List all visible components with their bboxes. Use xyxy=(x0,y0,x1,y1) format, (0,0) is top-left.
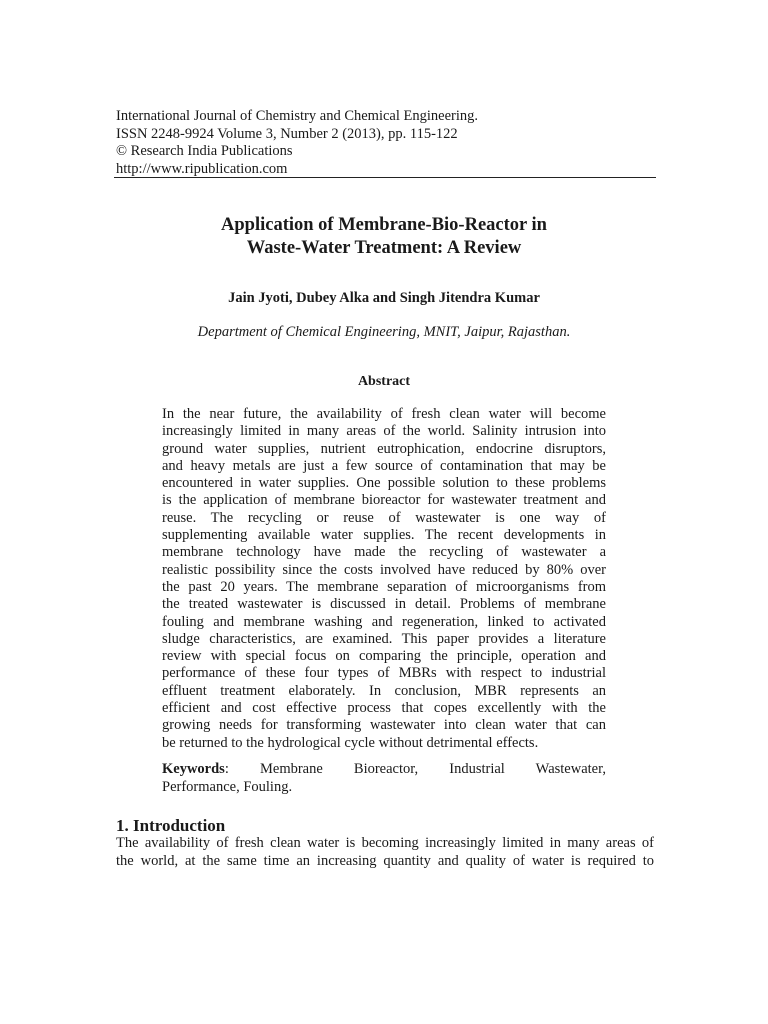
journal-header xyxy=(116,108,656,178)
keywords-block xyxy=(162,760,606,796)
abstract-line: realistic possibility since the costs involved have reduced by 80% over xyxy=(162,561,606,578)
abstract-line: supplementing available water supplies. The recent developments in xyxy=(162,527,606,544)
abstract-line: increasingly limited in many areas of the world. Salinity intrusion into xyxy=(162,423,606,440)
abstract-line: fouling and membrane washing and regeneration, linked to activated xyxy=(162,613,606,630)
publisher-line: © Research India Publications xyxy=(116,143,293,159)
abstract-line: encountered in water supplies. One possible solution to these problems xyxy=(162,475,606,492)
abstract-line: membrane technology have made the recycling of wastewater a xyxy=(162,544,606,561)
keywords-line-1 xyxy=(162,760,606,778)
introduction-body xyxy=(116,834,654,870)
title-line-1: Application of Membrane-Bio-Reactor in xyxy=(221,215,547,235)
abstract-line: sludge characteristics, are examined. This paper provides a literature xyxy=(162,630,606,647)
keywords-label: Keywords xyxy=(162,761,225,777)
journal-url: http://www.ripublication.com xyxy=(116,160,288,177)
abstract-line: is the application of membrane bioreactor for wastewater treatment and xyxy=(162,492,606,509)
section-heading-introduction: 1. Introduction xyxy=(116,816,226,835)
issn-volume-line: ISSN 2248-9924 Volume 3, Number 2 (2013), pp. 115-122 xyxy=(116,125,458,142)
abstract-line: In the near future, the availability of fresh clean water will become xyxy=(162,406,606,422)
keywords-values: : Membrane Bioreactor, Industrial Wastewater, xyxy=(224,761,606,777)
abstract-line: be returned to the hydrological cycle without detrimental effects. xyxy=(162,734,539,751)
title-line-2: Waste-Water Treatment: A Review xyxy=(246,238,522,258)
keywords-line-2: Performance, Fouling. xyxy=(162,779,293,795)
abstract-line: and heavy metals are just a few source of contamination that may be xyxy=(162,457,606,474)
abstract-body xyxy=(162,406,606,752)
abstract-line: the past 20 years. The membrane separation of microorganisms from xyxy=(162,578,606,595)
abstract-line: growing needs for transforming wastewater into clean water that can xyxy=(162,717,606,734)
author-list: Jain Jyoti, Dubey Alka and Singh Jitendra Kumar xyxy=(228,290,540,306)
journal-name: International Journal of Chemistry and Chemical Engineering. xyxy=(116,108,478,124)
abstract-heading: Abstract xyxy=(357,374,411,389)
abstract-line: reuse. The recycling or reuse of wastewater is one way of xyxy=(162,509,606,526)
abstract-line: performance of these four types of MBRs with respect to industrial xyxy=(162,665,606,682)
affiliation: Department of Chemical Engineering, MNIT, Jaipur, Rajasthan. xyxy=(197,324,571,340)
abstract-line: efficient and cost effective process that copes excellently with the xyxy=(162,700,606,717)
introduction-line: The availability of fresh clean water is becoming increasingly limited in many areas of xyxy=(116,835,654,851)
abstract-line: ground water supplies, nutrient eutrophication, endocrine disruptors, xyxy=(162,440,606,457)
paper-title xyxy=(114,214,654,260)
header-divider xyxy=(114,177,656,178)
abstract-line: effluent treatment elaborately. In conclusion, MBR represents an xyxy=(162,682,606,699)
abstract-line: the treated wastewater is discussed in detail. Problems of membrane xyxy=(162,596,606,613)
introduction-line: the world, at the same time an increasing quantity and quality of water is required to xyxy=(116,853,654,869)
abstract-line: review with special focus on comparing the principle, operation and xyxy=(162,648,606,665)
